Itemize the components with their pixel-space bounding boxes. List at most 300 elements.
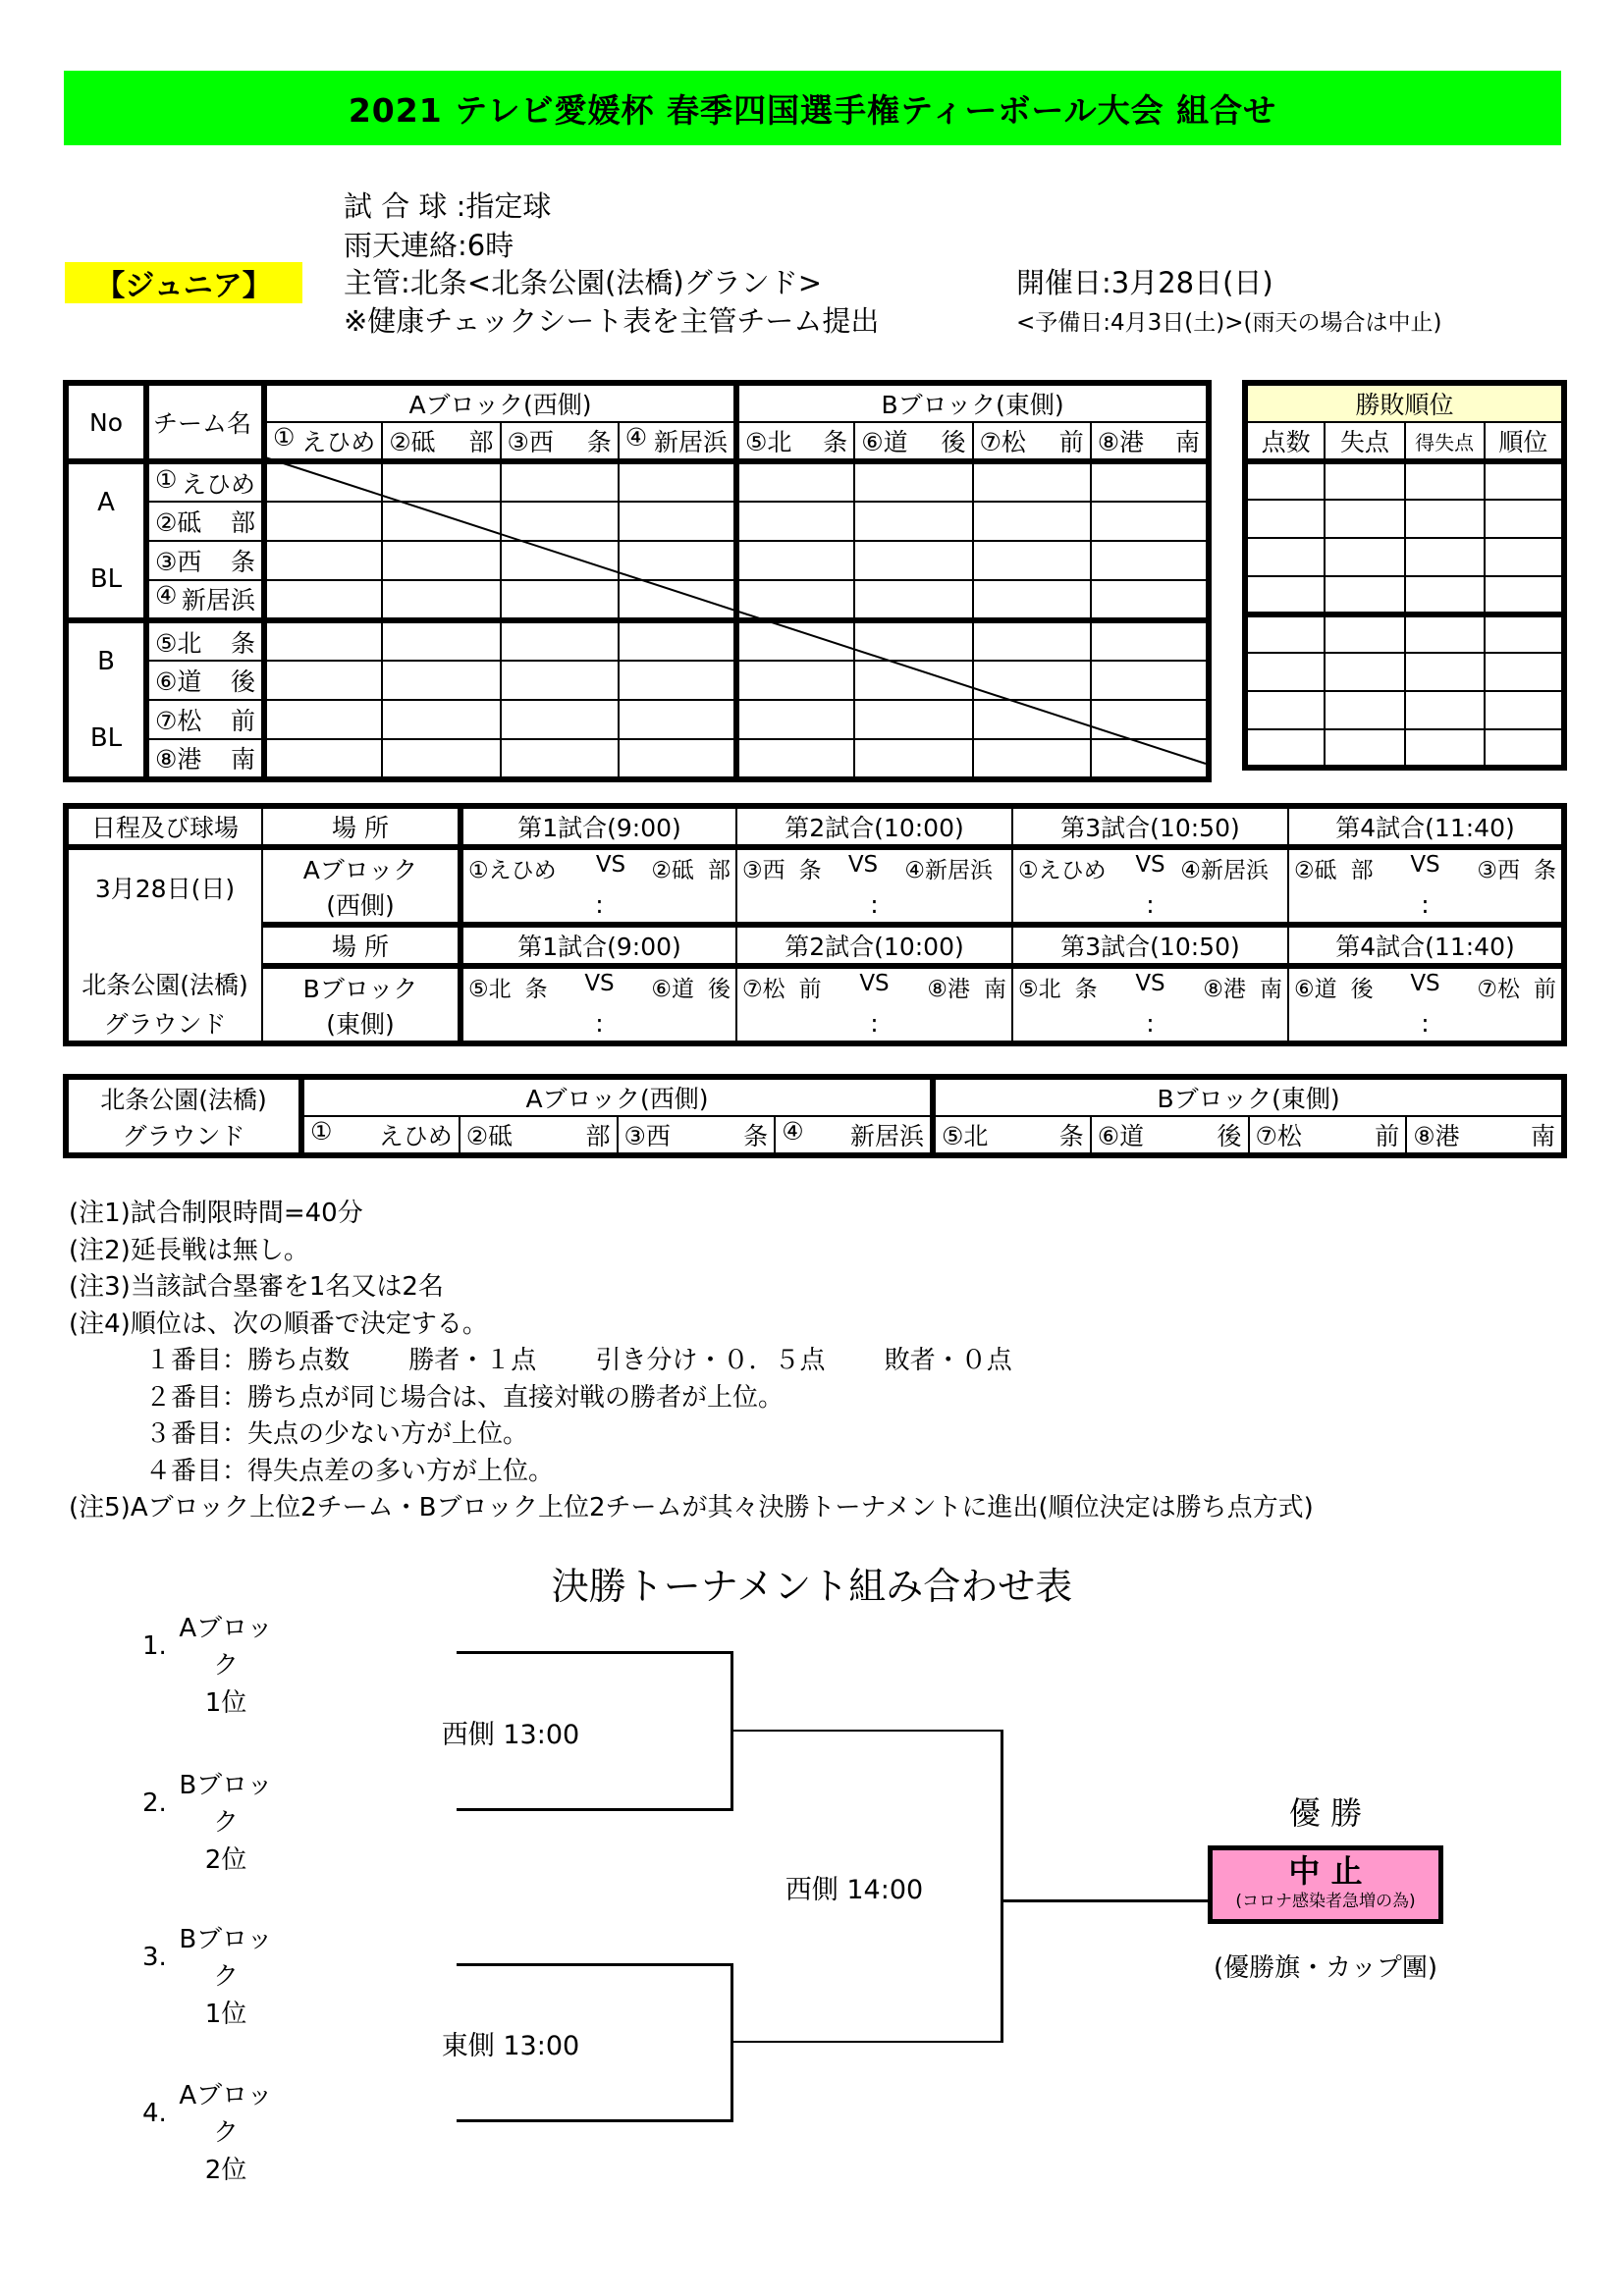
result-cell[interactable] [382, 541, 500, 580]
block-a-name: Aブロック [262, 847, 460, 886]
match-cell[interactable] [1012, 847, 1288, 886]
standings-cell[interactable] [1405, 461, 1485, 500]
team-number: ⑧港 [1413, 1122, 1460, 1150]
group-label [66, 461, 146, 620]
team-name: 部 [585, 1122, 611, 1150]
away-team-num: ⑦松 [1477, 977, 1520, 1002]
result-cell[interactable] [854, 502, 972, 541]
standings-cell[interactable] [1405, 576, 1485, 614]
ground-block-b: Bブロック(東側) [933, 1077, 1564, 1116]
table-row [66, 620, 1209, 661]
away-team [1203, 971, 1282, 1003]
away-team-name: 南 [1260, 977, 1282, 1002]
ground-team [618, 1116, 776, 1155]
standings-cell[interactable] [1325, 691, 1404, 729]
result-cell[interactable] [382, 700, 500, 739]
result-cell[interactable] [736, 661, 854, 700]
standings-cell[interactable] [1245, 614, 1325, 653]
result-cell[interactable] [501, 461, 619, 502]
game-header: 第3試合(10:50) [1012, 925, 1288, 966]
row-team-name [146, 541, 264, 580]
away-team-num: ⑧港 [927, 977, 970, 1002]
no-header: No [66, 383, 146, 461]
standings-cell[interactable] [1245, 576, 1325, 614]
team-label [1092, 423, 1206, 458]
category-label: 【ジュニア】 [95, 269, 272, 303]
self-match-cell [736, 620, 854, 661]
group-label [66, 620, 146, 779]
result-cell[interactable] [854, 541, 972, 580]
self-match-cell [382, 502, 500, 541]
bracket-line [1001, 1899, 1210, 1902]
team-number: ⑧港 [1097, 428, 1145, 456]
match-cell[interactable] [736, 966, 1012, 1005]
standings-cell[interactable] [1485, 653, 1564, 691]
result-cell[interactable] [619, 541, 736, 580]
result-cell[interactable] [619, 661, 736, 700]
result-cell[interactable] [1091, 700, 1209, 739]
opponent-column-header [1091, 422, 1209, 461]
standings-column-header: 点数 [1245, 422, 1325, 461]
seed-rank: 1位 [204, 1688, 247, 1718]
team-label [974, 423, 1090, 458]
info-reserve: <予備日:4月3日(土)>(雨天の場合は中止) [1016, 310, 1442, 336]
home-team [1294, 971, 1374, 1003]
team-label [267, 423, 381, 458]
standings-cell[interactable] [1405, 729, 1485, 768]
away-team-name: 南 [984, 977, 1006, 1002]
match-cell[interactable] [460, 847, 736, 886]
away-team-num: ③西 [1477, 858, 1520, 883]
standings-cell[interactable] [1245, 500, 1325, 538]
away-team-num: ⑧港 [1203, 977, 1246, 1002]
result-cell[interactable] [619, 502, 736, 541]
standings-row [1245, 653, 1564, 691]
standings-cell[interactable] [1485, 691, 1564, 729]
result-cell[interactable] [1091, 541, 1209, 580]
home-team-num: ①えひめ [468, 858, 557, 883]
opponent-column-header [736, 422, 854, 461]
home-team-num: ③西 [742, 858, 785, 883]
result-cell[interactable] [1091, 661, 1209, 700]
match-cell[interactable] [1012, 966, 1288, 1005]
table-row [66, 461, 1209, 502]
result-cell[interactable] [1091, 620, 1209, 661]
home-team-name: 条 [798, 858, 822, 883]
place-label: 場 所 [262, 925, 460, 966]
standings-cell[interactable] [1325, 538, 1404, 576]
category-badge [65, 262, 302, 303]
team-name: 部 [468, 428, 494, 456]
away-team [927, 971, 1006, 1003]
note-line: (注1)試合制限時間=40分 [69, 1199, 363, 1228]
opponent-column-header [973, 422, 1091, 461]
schedule-venue-line2: グラウンド [66, 1005, 262, 1043]
semifinal-2-label: 東側 13:00 [441, 2031, 580, 2061]
away-team [1477, 971, 1556, 1003]
match-cell[interactable] [736, 847, 1012, 886]
standings-cell[interactable] [1325, 461, 1404, 500]
team-name: 条 [743, 1122, 769, 1150]
group-block: A [97, 488, 115, 517]
result-cell[interactable] [264, 661, 382, 700]
note-line: ３番目：失点の少ない方が上位。 [69, 1419, 529, 1449]
standings-cell[interactable] [1325, 576, 1404, 614]
standings-cell[interactable] [1245, 729, 1325, 768]
table-row [66, 661, 1209, 700]
ground-venue-line1: 北条公園(法橋) [66, 1077, 301, 1116]
team-label [502, 423, 618, 458]
score-cell[interactable]: : [1288, 1005, 1564, 1043]
info-rain-contact: 雨天連絡:6時 [344, 229, 514, 262]
home-team [1018, 971, 1098, 1003]
standings-column-header: 順位 [1485, 422, 1564, 461]
away-team-name: 部 [708, 858, 731, 883]
team-name: えひめ [301, 428, 376, 456]
home-team-name: 条 [1074, 977, 1098, 1002]
standings-cell[interactable] [1485, 500, 1564, 538]
row-team-name [146, 502, 264, 541]
result-cell[interactable] [382, 580, 500, 620]
seed-rank: 2位 [204, 1845, 247, 1875]
info-health: ※健康チェックシート表を主管チーム提出 [344, 304, 880, 338]
home-team-num: ⑤北 [468, 977, 512, 1002]
result-cell[interactable] [382, 461, 500, 502]
champion-status: 中 止 [1288, 1852, 1363, 1890]
away-team [651, 852, 731, 884]
team-number: ⑥道 [1097, 1122, 1145, 1150]
bracket-line [457, 2119, 733, 2122]
block-b-name: Bブロック [262, 966, 460, 1005]
team-name: 南 [1531, 1122, 1556, 1150]
seed-number: 4. [142, 2099, 167, 2128]
ground-team [1091, 1116, 1249, 1155]
row-team-name [146, 739, 264, 779]
result-cell[interactable] [264, 580, 382, 620]
team-name: 条 [586, 428, 612, 456]
team-label [149, 663, 261, 698]
team-name: 南 [230, 745, 255, 774]
schedule-date: 3月28日(日) [66, 847, 262, 925]
standings-row [1245, 691, 1564, 729]
team-name: 条 [1058, 1122, 1084, 1150]
home-team-num: ②砥 [1294, 858, 1337, 883]
table-row [66, 700, 1209, 739]
match-pair [1289, 971, 1561, 1003]
match-pair [737, 971, 1011, 1003]
result-cell[interactable] [619, 739, 736, 779]
team-name: 後 [1217, 1122, 1242, 1150]
match-pair [1013, 971, 1287, 1003]
score-cell[interactable]: : [460, 886, 736, 925]
match-pair [737, 852, 1011, 884]
info-ball: 試 合 球 :指定球 [344, 189, 552, 223]
group-block: B [97, 647, 115, 676]
note-line: (注3)当該試合塁審を1名又は2名 [69, 1272, 444, 1302]
score-cell[interactable]: : [1012, 1005, 1288, 1043]
row-team-name [146, 620, 264, 661]
bracket-line [457, 1963, 733, 1966]
standings-row [1245, 461, 1564, 500]
note-line: (注5)Aブロック上位2チーム・Bブロック上位2チームが其々決勝トーナメントに進出(順位決定は勝ち点方式) [69, 1493, 1314, 1522]
note-line: ４番目：得失点差の多い方が上位。 [69, 1456, 555, 1486]
home-team-num: ①えひめ [1018, 858, 1107, 883]
vs-label: VS [584, 971, 615, 996]
match-cell[interactable] [1288, 847, 1564, 886]
result-cell[interactable] [264, 739, 382, 779]
standings-cell[interactable] [1405, 614, 1485, 653]
standings-cell[interactable] [1485, 729, 1564, 768]
result-cell[interactable] [619, 620, 736, 661]
ground-team [775, 1116, 933, 1155]
team-number: ④ [624, 423, 648, 452]
group-bl: BL [89, 564, 123, 594]
team-label [149, 702, 261, 737]
ground-team [933, 1116, 1091, 1155]
self-match-cell [264, 461, 382, 502]
team-number: ②砥 [465, 1122, 514, 1150]
standings-cell[interactable] [1405, 538, 1485, 576]
result-cell[interactable] [854, 620, 972, 661]
game-header: 第4試合(11:40) [1288, 925, 1564, 966]
team-label [383, 423, 499, 458]
home-team [742, 971, 822, 1003]
standings-cell[interactable] [1485, 538, 1564, 576]
ground-block-a: Aブロック(西側) [301, 1077, 933, 1116]
result-cell[interactable] [1091, 580, 1209, 620]
result-cell[interactable] [619, 700, 736, 739]
champion-reason: (コロナ感染者急増の為) [1235, 1892, 1416, 1911]
result-cell[interactable] [264, 700, 382, 739]
result-cell[interactable] [973, 661, 1091, 700]
standings-cell[interactable] [1325, 614, 1404, 653]
result-cell[interactable] [854, 580, 972, 620]
team-label [149, 581, 261, 616]
team-name: 条 [230, 628, 255, 658]
home-team-num: ⑦松 [742, 977, 785, 1002]
bracket-line [731, 2041, 1003, 2043]
row-team-name [146, 580, 264, 620]
standings-row [1245, 500, 1564, 538]
group-bl: BL [89, 723, 123, 753]
match-table [63, 380, 1212, 782]
result-cell[interactable] [973, 580, 1091, 620]
info-host: 主管:北条<北条公園(法橋)グランド> [344, 266, 822, 299]
ground-assignment-table [63, 1074, 1567, 1158]
standings-cell[interactable] [1405, 691, 1485, 729]
block-b-header: Bブロック(東側) [736, 383, 1209, 422]
team-name: 前 [1375, 1122, 1400, 1150]
ground-team [460, 1116, 618, 1155]
team-name: 新居浜 [181, 586, 255, 615]
result-cell[interactable] [736, 739, 854, 779]
team-name: 新居浜 [849, 1122, 924, 1150]
team-number: ⑦松 [155, 706, 202, 735]
team-number: ③西 [507, 428, 554, 456]
semifinal-1-label: 西側 13:00 [441, 1720, 580, 1750]
bracket-line [731, 1730, 1003, 1732]
row-team-name [146, 461, 264, 502]
row-team-name [146, 700, 264, 739]
self-match-cell [619, 580, 736, 620]
team-number: ③西 [623, 1122, 671, 1150]
standings-column-header: 得失点 [1405, 422, 1485, 461]
seed [177, 1610, 275, 1722]
page-title-bar [64, 71, 1561, 145]
block-a-header: Aブロック(西側) [264, 383, 736, 422]
champion-label: 優 勝 [1288, 1794, 1363, 1832]
home-team [742, 852, 822, 884]
result-cell[interactable] [736, 580, 854, 620]
opponent-column-header [854, 422, 972, 461]
vs-label: VS [595, 852, 626, 878]
standings-row [1245, 576, 1564, 614]
team-label [620, 423, 733, 458]
score-cell[interactable]: : [736, 886, 1012, 925]
standings-cell[interactable] [1325, 500, 1404, 538]
team-number: ⑤北 [745, 428, 792, 456]
result-cell[interactable] [854, 700, 972, 739]
team-name: えひめ [181, 469, 255, 499]
info-date: 開催日:3月28日(日) [1016, 266, 1273, 299]
result-cell[interactable] [382, 620, 500, 661]
opponent-column-header [501, 422, 619, 461]
result-cell[interactable] [854, 461, 972, 502]
score-cell[interactable]: : [736, 1005, 1012, 1043]
seed [177, 1921, 275, 2033]
table-row [66, 541, 1209, 580]
result-cell[interactable] [382, 661, 500, 700]
standings-row [1245, 614, 1564, 653]
note-line: (注4)順位は、次の順番で決定する。 [69, 1308, 488, 1339]
result-cell[interactable] [973, 461, 1091, 502]
away-team [1180, 852, 1282, 884]
standings-cell[interactable] [1325, 729, 1404, 768]
standings-cell[interactable] [1405, 653, 1485, 691]
match-cell[interactable] [1288, 966, 1564, 1005]
seed-number: 3. [142, 1943, 167, 1972]
result-cell[interactable] [501, 620, 619, 661]
block-b-side: (東側) [262, 1005, 460, 1043]
team-name: 条 [823, 428, 848, 456]
team-label [149, 624, 261, 660]
team-number: ⑦松 [979, 428, 1026, 456]
home-team-name: 後 [1350, 977, 1374, 1002]
team-name: 後 [941, 428, 966, 456]
result-cell[interactable] [501, 661, 619, 700]
result-cell[interactable] [264, 541, 382, 580]
result-cell[interactable] [736, 700, 854, 739]
team-name-header: チーム名 [146, 383, 264, 461]
score-cell[interactable]: : [1288, 886, 1564, 925]
seed-block: Bブロック [179, 1771, 273, 1838]
away-team [904, 852, 1006, 884]
result-cell[interactable] [736, 502, 854, 541]
home-team [468, 852, 570, 884]
team-number: ⑥道 [861, 428, 908, 456]
table-row [66, 502, 1209, 541]
team-name: 後 [230, 667, 255, 696]
score-cell[interactable]: : [1012, 886, 1288, 925]
standings-cell[interactable] [1485, 614, 1564, 653]
team-label [304, 1117, 459, 1152]
result-cell[interactable] [973, 502, 1091, 541]
match-pair [463, 971, 735, 1003]
standings-cell[interactable] [1485, 576, 1564, 614]
ground-team [1249, 1116, 1407, 1155]
seed-block: Aブロック [179, 1614, 273, 1681]
team-label [739, 423, 853, 458]
opponent-column-header [619, 422, 736, 461]
notes-section [69, 1196, 1314, 1527]
row-team-name [146, 661, 264, 700]
result-cell[interactable] [973, 620, 1091, 661]
team-number: ②砥 [389, 428, 436, 456]
result-cell[interactable] [736, 541, 854, 580]
result-cell[interactable] [501, 739, 619, 779]
result-cell[interactable] [264, 620, 382, 661]
team-name: 新居浜 [653, 428, 728, 456]
standings-cell[interactable] [1485, 461, 1564, 500]
team-label [149, 465, 261, 501]
standings-table [1242, 380, 1567, 771]
game-header: 第1試合(9:00) [460, 925, 736, 966]
result-cell[interactable] [736, 461, 854, 502]
seed [177, 2077, 275, 2189]
team-label [460, 1117, 617, 1152]
vs-label: VS [1135, 852, 1165, 878]
seed-number: 1. [142, 1631, 167, 1661]
result-cell[interactable] [501, 580, 619, 620]
team-name: 条 [230, 547, 255, 576]
result-cell[interactable] [382, 739, 500, 779]
result-cell[interactable] [619, 461, 736, 502]
standings-cell[interactable] [1405, 500, 1485, 538]
game-header: 第1試合(9:00) [460, 806, 736, 847]
away-team-name: 前 [1534, 977, 1556, 1002]
table-row [66, 739, 1209, 779]
result-cell[interactable] [1091, 461, 1209, 502]
standings-cell[interactable] [1325, 653, 1404, 691]
vs-label: VS [859, 971, 890, 996]
match-cell[interactable] [460, 966, 736, 1005]
result-cell[interactable] [973, 541, 1091, 580]
result-cell[interactable] [854, 739, 972, 779]
result-cell[interactable] [501, 502, 619, 541]
result-cell[interactable] [264, 502, 382, 541]
champion-box [1208, 1845, 1443, 1924]
team-number: ②砥 [155, 507, 202, 537]
team-label [855, 423, 971, 458]
team-label [619, 1117, 775, 1152]
opponent-column-header [264, 422, 382, 461]
result-cell[interactable] [1091, 502, 1209, 541]
result-cell[interactable] [973, 739, 1091, 779]
seed-block: Aブロック [179, 2081, 273, 2148]
standings-cell[interactable] [1245, 461, 1325, 500]
ground-team [301, 1116, 460, 1155]
result-cell[interactable] [501, 700, 619, 739]
score-cell[interactable]: : [460, 1005, 736, 1043]
schedule-corner: 日程及び球場 [66, 806, 262, 847]
standings-cell[interactable] [1245, 653, 1325, 691]
standings-cell[interactable] [1245, 691, 1325, 729]
place-label: 場 所 [262, 806, 460, 847]
standings-cell[interactable] [1245, 538, 1325, 576]
seed-rank: 1位 [204, 2000, 247, 2029]
away-team [651, 971, 731, 1003]
game-header: 第4試合(11:40) [1288, 806, 1564, 847]
